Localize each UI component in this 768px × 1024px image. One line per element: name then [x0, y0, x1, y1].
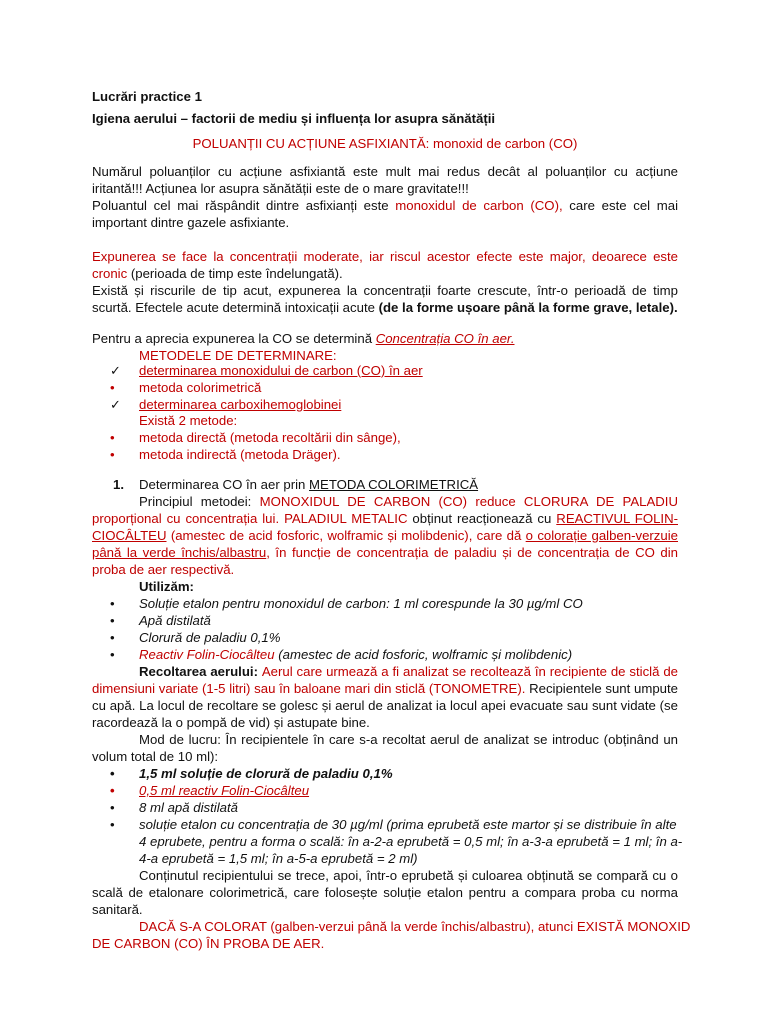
step-2: 0,5 ml reactiv Folin-Ciocâlteu	[139, 783, 310, 798]
principle-line-5: proba de aer respectivă.	[92, 562, 235, 577]
bullet-icon: •	[110, 766, 115, 781]
step-3: 8 ml apă distilată	[139, 800, 238, 815]
compare-line-2: scală de etalonare colorimetrică, care folosește soluție etalon pentru a compara proba cu norma	[92, 885, 678, 900]
principle-line-4: până la verde închis/albastru, în funcție de concentrația de paladiu și de concentrația de CO din	[92, 545, 678, 560]
sampling-line-4: racordează la o pompă de vid) și astupate bine.	[92, 715, 370, 730]
reagent-2: Apă distilată	[139, 613, 211, 628]
sampling-line-2: dimensiuni variate (1-5 litri) sau în baloane mari din sticlă (TONOMETRE). Recipientele sunt umpute	[92, 681, 678, 696]
bullet-icon: •	[110, 613, 115, 628]
method-item-1: determinarea monoxidului de carbon (CO) în aer	[139, 363, 423, 378]
exposure-line-1: Expunerea se face la concentrații moderate, iar riscul acestor efecte este major, deoarece este	[92, 249, 678, 264]
bullet-icon: •	[110, 783, 115, 798]
conclusion-line-1: DACĂ S-A COLORAT (galben-verzui până la verde închis/albastru), atunci EXISTĂ MONOXID	[139, 919, 691, 934]
conclusion-line-2: DE CARBON (CO) ÎN PROBA DE AER.	[92, 936, 325, 951]
use-label: Utilizăm:	[139, 579, 194, 594]
bullet-icon: •	[110, 800, 115, 815]
bullet-icon: •	[110, 817, 115, 832]
evaluate-line: Pentru a aprecia expunerea la CO se determină Concentrația CO în aer.	[92, 331, 515, 346]
reagent-4: Reactiv Folin-Ciocâlteu (amestec de acid fosforic, wolframic și molibdenic)	[139, 647, 573, 662]
sampling-line-1: Recoltarea aerului: Aerul care urmează a fi analizat se recoltează în recipiente de sticlă de	[139, 664, 678, 679]
direct-method: metoda directă (metoda recoltării din sânge),	[139, 430, 401, 445]
principle-line-1: Principiul metodei: MONOXIDUL DE CARBON (CO) reduce CLORURA DE PALADIU	[139, 494, 678, 509]
exposure-line-3: Există și riscurile de tip acut, expunerea la concentrații foarte crescute, într-o perioadă de timp	[92, 283, 678, 298]
intro-line-2: iritantă!!! Acțiunea lor asupra sănătății este de o mare gravitate!!!	[92, 181, 469, 196]
section-number: 1.	[113, 477, 124, 492]
bullet-icon: •	[110, 647, 115, 662]
step-1: 1,5 ml soluție de clorură de paladiu 0,1%	[139, 766, 393, 781]
bullet-icon: •	[110, 380, 115, 395]
section-heading: POLUANȚII CU ACȚIUNE ASFIXIANTĂ: monoxid de carbon (CO)	[192, 136, 578, 151]
bullet-icon: •	[110, 630, 115, 645]
principle-line-3: CIOCÂLTEU (amestec de acid fosforic, wolframic și molibdenic), care dă o colorație galben-verzuie	[92, 528, 678, 543]
procedure-line-2: volum total de 10 ml):	[92, 749, 219, 764]
co-concentration-link: Concentrația CO în aer.	[375, 331, 515, 346]
sampling-line-3: cu apă. La locul de recoltare se golesc și aerul de analizat ia locul apei evacuate sau sunt vidate (se	[92, 698, 678, 713]
bullet-icon: •	[110, 447, 115, 462]
checkmark-icon: ✓	[110, 397, 122, 412]
step-4-line-3: 4-a eprubetă = 1,5 ml; în a-5-a eprubetă = 2 ml)	[139, 851, 418, 866]
intro-line-1: Numărul poluanților cu acțiune asfixiantă este mult mai redus decât al poluanților cu acțiune	[92, 164, 678, 179]
methods-heading: METODELE DE DETERMINARE:	[139, 348, 337, 363]
exposure-line-2: cronic (perioada de timp este îndelungată).	[92, 266, 343, 281]
method-item-2: metoda colorimetrică	[139, 380, 262, 395]
step-4-line-2: 4 eprubete, pentru a forma o scală: în a-2-a eprubetă = 0,5 ml; în a-3-a eprubetă = 1 ml; în a-	[139, 834, 683, 849]
method-item-3: determinarea carboxihemoglobinei	[139, 397, 342, 412]
compare-line-3: sanitară.	[92, 902, 143, 917]
doc-subtitle: Igiena aerului – factorii de mediu și influența lor asupra sănătății	[92, 111, 496, 126]
two-methods-label: Există 2 metode:	[139, 413, 238, 428]
section-1-heading: Determinarea CO în aer prin METODA COLORIMETRICĂ	[139, 477, 479, 492]
doc-title: Lucrări practice 1	[92, 89, 202, 104]
principle-line-2: proporțional cu concentrația lui. PALADIUL METALIC obținut reacționează cu REACTIVUL FOLIN-	[92, 511, 678, 526]
exposure-line-4: scurtă. Efectele acute determină intoxicații acute (de la forme ușoare până la forme grave, letale).	[92, 300, 678, 315]
reagent-1: Soluție etalon pentru monoxidul de carbon: 1 ml corespunde la 30 µg/ml CO	[139, 596, 583, 611]
intro-line-3: Poluantul cel mai răspândit dintre asfixianți este monoxidul de carbon (CO), care este cel mai	[92, 198, 679, 213]
indirect-method: metoda indirectă (metoda Dräger).	[139, 447, 341, 462]
compare-line-1: Conținutul recipientului se trece, apoi, într-o eprubetă și culoarea obținută se compară cu o	[139, 868, 678, 883]
intro-line-4: important dintre gazele asfixiante.	[92, 215, 290, 230]
procedure-line-1: Mod de lucru: În recipientele în care s-a recoltat aerul de analizat se introduc (obținând un	[139, 732, 678, 747]
bullet-icon: •	[110, 596, 115, 611]
step-4-line-1: soluție etalon cu concentrația de 30 µg/ml (prima eprubetă este martor și se distribuie în alte	[139, 817, 677, 832]
reagent-3: Clorură de paladiu 0,1%	[139, 630, 281, 645]
bullet-icon: •	[110, 430, 115, 445]
checkmark-icon: ✓	[110, 363, 122, 378]
